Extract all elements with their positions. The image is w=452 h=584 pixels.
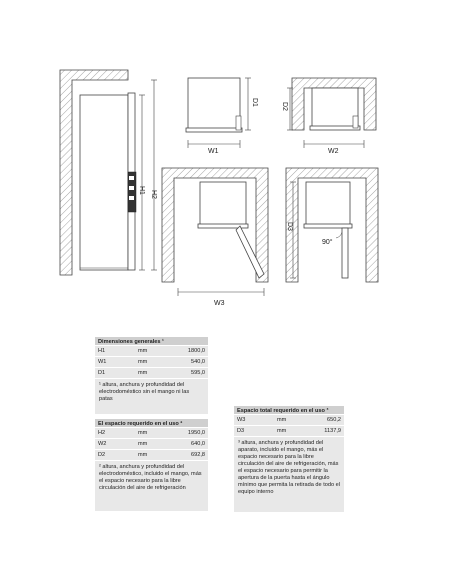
d1-label: D1: [251, 98, 258, 107]
row-value: 540,0: [191, 358, 205, 365]
row-key: D3: [237, 427, 245, 434]
row-unit: mm: [138, 369, 148, 376]
row-unit: mm: [138, 358, 148, 365]
row-value: 1950,0: [187, 429, 205, 436]
table-row: [95, 450, 208, 461]
row-unit: mm: [138, 451, 148, 458]
row-unit: mm: [138, 347, 148, 354]
table-row: [95, 439, 208, 450]
row-unit: mm: [277, 416, 287, 423]
row-value: 1137,9: [324, 427, 341, 434]
d3-label: D3: [286, 222, 293, 231]
top-view-w2-d2: [287, 78, 376, 148]
total-space-title: Espacio total requerido en el uso ³: [234, 406, 344, 415]
required-space-table: [95, 419, 208, 511]
table-row: [234, 426, 344, 437]
row-key: W1: [98, 358, 107, 365]
table-row: [95, 368, 208, 379]
w3-label: W3: [214, 300, 225, 307]
row-unit: mm: [138, 429, 148, 436]
general-dimensions-title: Dimensiones generales ¹: [95, 337, 208, 346]
row-key: W2: [98, 440, 107, 447]
angle-label: 90°: [322, 239, 333, 246]
open-door-view-d3: [286, 168, 378, 282]
row-key: D2: [98, 451, 106, 458]
row-key: D1: [98, 369, 106, 376]
required-space-title: El espacio requerido en el uso ²: [95, 419, 208, 428]
row-value: 692,8: [191, 451, 205, 458]
row-value: 1800,0: [187, 347, 205, 354]
general-dimensions-note: ¹ altura, anchura y profundidad del electrodoméstico sin el mango ni las patas: [95, 379, 208, 406]
row-unit: mm: [277, 427, 287, 434]
row-value: 640,0: [191, 440, 205, 447]
h2-label: H2: [150, 190, 157, 199]
side-view: [60, 70, 157, 275]
table-row: [234, 415, 344, 426]
general-dimensions-table: [95, 337, 208, 414]
row-key: W3: [237, 416, 246, 423]
table-row: [95, 346, 208, 357]
row-key: H1: [98, 347, 106, 354]
row-value: 595,0: [191, 369, 205, 376]
top-view-w1-d1: [186, 78, 251, 148]
h1-label: H1: [138, 186, 145, 195]
total-space-table: [234, 406, 344, 512]
row-value: 650,2: [327, 416, 341, 423]
open-door-view-w3: [162, 168, 268, 296]
w1-label: W1: [208, 148, 219, 155]
table-row: [95, 357, 208, 368]
row-key: H2: [98, 429, 106, 436]
w2-label: W2: [328, 148, 339, 155]
row-unit: mm: [138, 440, 148, 447]
required-space-note: ² altura, anchura y profundidad del electrodoméstico, incluido el mango, más el espacio necesario para la libre circulación del aire de refrigeración: [95, 461, 208, 495]
d2-label: D2: [281, 102, 288, 111]
total-space-note: ³ altura, anchura y profundidad del aparato, incluido el mango, más el espacio necesario para la libre circulación del aire de refrigeración, más el espacio necesario para permitir la apertura de la puerta hasta el ángulo mínimo que permita la retirada de todo el equipo interno: [234, 437, 344, 499]
table-row: [95, 428, 208, 439]
